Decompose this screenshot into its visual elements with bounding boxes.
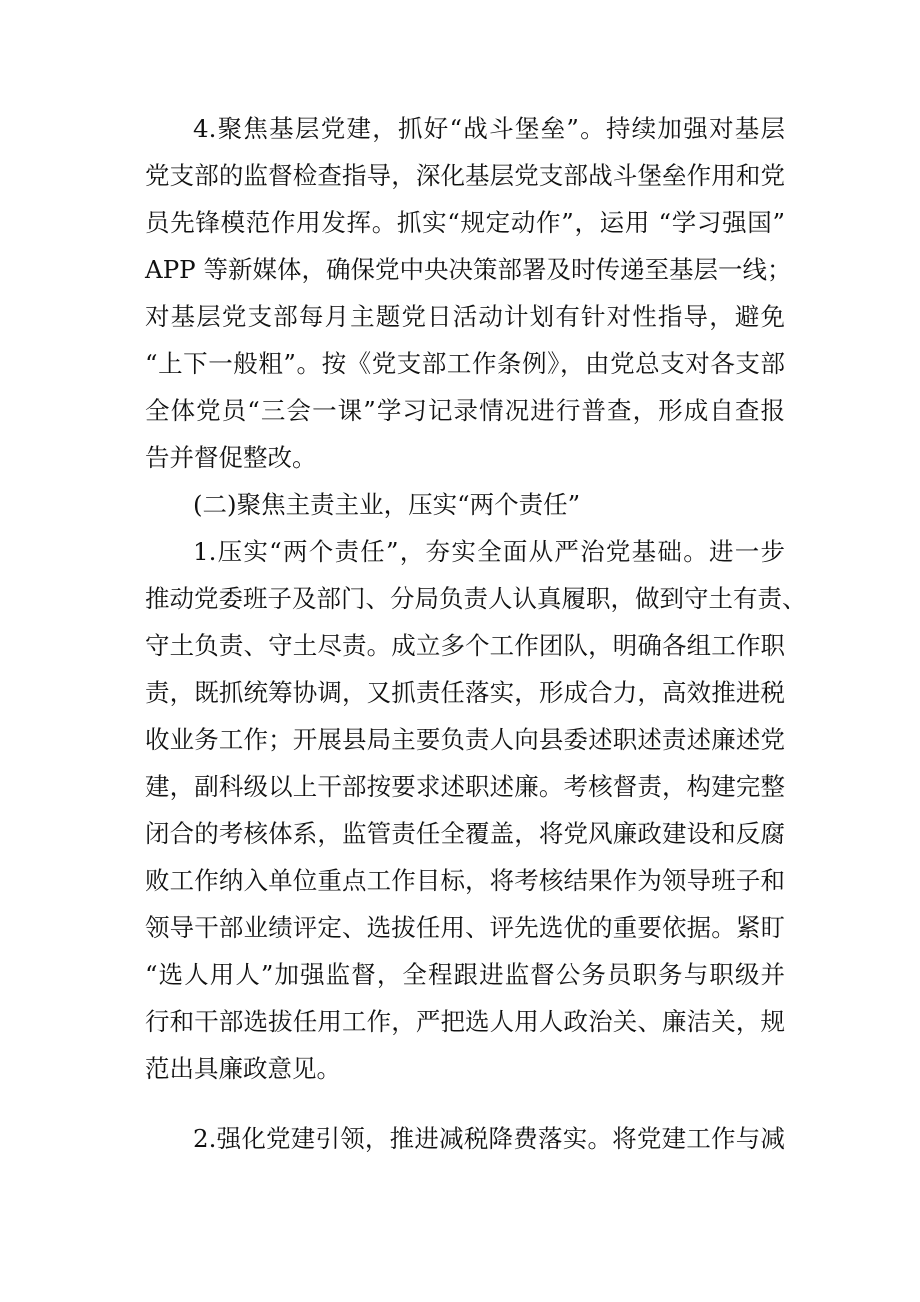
paragraph-line: 闭合的考核体系，监管责任全覆盖，将党风廉政建设和反腐	[145, 819, 785, 848]
paragraph-line: 推动党委班子及部门、分局负责人认真履职，做到守土有责、	[145, 584, 807, 613]
paragraph-line: 2.强化党建引领，推进减税降费落实。将党建工作与减	[193, 1124, 785, 1153]
paragraph-line: 4.聚焦基层党建，抓好“战斗堡垒”。持续加强对基层	[193, 114, 785, 143]
paragraph-line: 收业务工作；开展县局主要负责人向县委述职述责述廉述党	[145, 725, 785, 754]
paragraph-line: “选人用人”加强监督，全程跟进监督公务员职务与职级并	[145, 960, 785, 989]
paragraph-line: 党支部的监督检查指导，深化基层党支部战斗堡垒作用和党	[145, 161, 785, 190]
paragraph-line: 范出具廉政意见。	[145, 1054, 341, 1083]
paragraph-line: 告并督促整改。	[145, 443, 317, 472]
paragraph-line: 败工作纳入单位重点工作目标，将考核结果作为领导班子和	[145, 866, 785, 895]
paragraph-line: 行和干部选拔任用工作，严把选人用人政治关、廉洁关，规	[145, 1007, 785, 1036]
paragraph-line: “上下一般粗”。按《党支部工作条例》，由党总支对各支部	[145, 349, 785, 378]
paragraph-line: 建，副科级以上干部按要求述职述廉。考核督责，构建完整	[145, 772, 785, 801]
paragraph-line: 员先锋模范作用发挥。抓实“规定动作”，运用 “学习强国”	[145, 208, 785, 237]
paragraph-line: 领导干部业绩评定、选拔任用、评先选优的重要依据。紧盯	[145, 913, 785, 942]
paragraph-line: 对基层党支部每月主题党日活动计划有针对性指导，避免	[145, 302, 785, 331]
paragraph-line: 1.压实“两个责任”，夯实全面从严治党基础。进一步	[193, 537, 785, 566]
paragraph-line: 全体党员“三会一课”学习记录情况进行普查，形成自查报	[145, 396, 785, 425]
paragraph-line: 责，既抓统筹协调，又抓责任落实，形成合力，高效推进税	[145, 678, 785, 707]
section-heading: (二)聚焦主责主业，压实“两个责任”	[193, 490, 581, 519]
paragraph-line: 守土负责、守土尽责。成立多个工作团队，明确各组工作职	[145, 631, 785, 660]
paragraph-line: APP 等新媒体，确保党中央决策部署及时传递至基层一线；	[145, 255, 792, 284]
